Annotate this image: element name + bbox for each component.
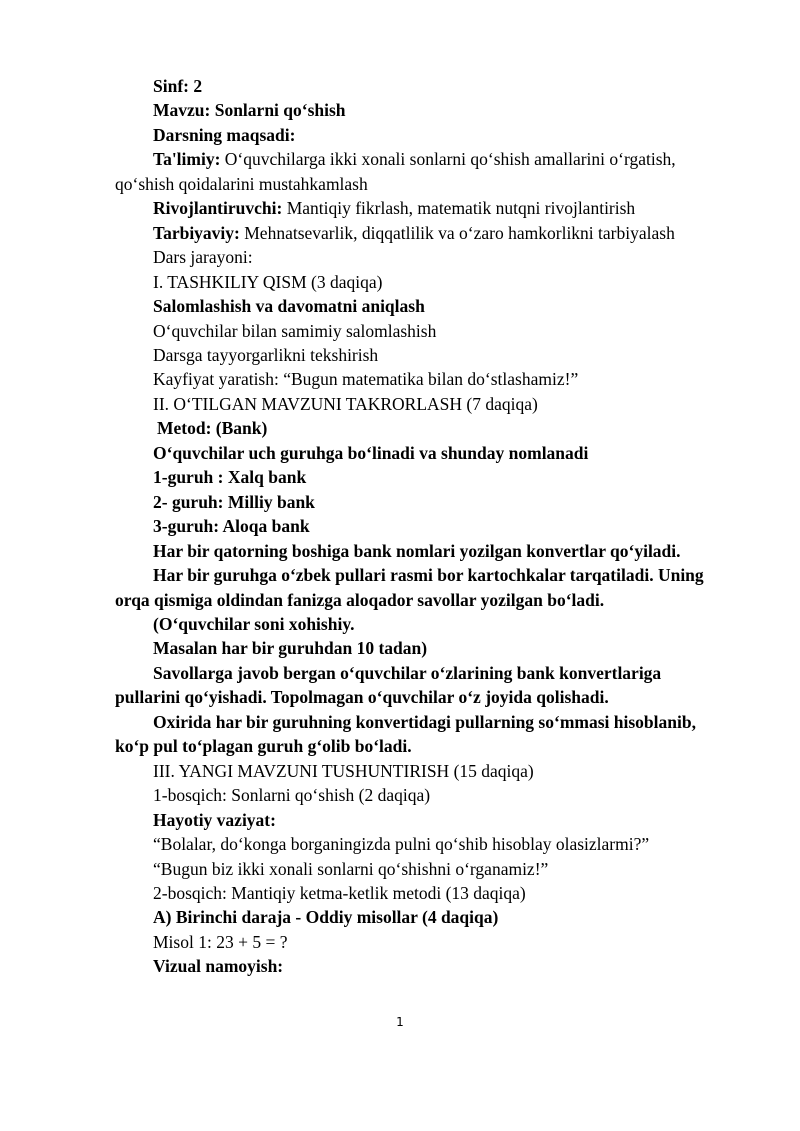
upbringing-objective — [115, 221, 727, 245]
objectives-heading: Darsning maqsadi: — [153, 124, 296, 145]
class-grade: Sinf: 2 — [153, 76, 203, 96]
quote-1: “Bolalar, do‘konga borganingizda pulni qo‘shib hisoblay olasizlarmi?” — [153, 834, 650, 855]
level-a-heading: A) Birinchi daraja - Oddiy misollar (4 daqiqa) — [153, 907, 499, 928]
stage-1: 1-bosqich: Sonlarni qo‘shish (2 daqiqa) — [153, 785, 431, 806]
life-situation-heading: Hayotiy vaziyat: — [153, 809, 276, 830]
visual-demo-heading: Vizual namoyish: — [153, 956, 284, 977]
groups-intro: O‘quvchilar uch guruhga bo‘linadi va shunday nomlanadi — [153, 442, 589, 463]
developmental-objective-text: Mantiqiy fikrlash, matematik nutqni rivojlantirish — [282, 198, 636, 219]
answers-note: Savollarga javob bergan o‘quvchilar o‘zlarining bank konvertlariga pullarini qo‘yishadi. Topolmagan o‘quvchilar o‘z joyida qolishadi. — [115, 662, 662, 708]
stage-2: 2-bosqich: Mantiqiy ketma-ketlik metodi (13 daqiqa) — [153, 882, 526, 903]
envelopes-note: Har bir qatorning boshiga bank nomlari yozilgan konvertlar qo‘yiladi. — [153, 540, 681, 561]
greeting-item-2: Darsga tayyorgarlikni tekshirish — [153, 344, 379, 365]
educational-objective — [115, 147, 727, 196]
section-1-title: I. TASHKILIY QISM (3 daqiqa) — [153, 271, 383, 292]
example-1: Misol 1: 23 + 5 = ? — [153, 931, 288, 952]
group-3: 3-guruh: Aloqa bank — [153, 516, 310, 537]
greeting-item-1: O‘quvchilar bilan samimiy salomlashish — [153, 320, 437, 341]
educational-objective-text: O‘quvchilarga ikki xonali sonlarni qo‘shish amallarini o‘rgatish, qo‘shish qoidalarini mustahkamlash — [115, 149, 676, 194]
lesson-topic: Mavzu: Sonlarni qo‘shish — [153, 100, 346, 121]
winner-note: Oxirida har bir guruhning konvertidagi pullarning so‘mmasi hisoblanib, ko‘p pul to‘plagan guruh g‘olib bo‘ladi. — [115, 711, 696, 757]
educational-objective-label: Ta'limiy: — [153, 149, 221, 170]
developmental-objective-label: Rivojlantiruvchi: — [153, 198, 283, 219]
students-count-note-1: (O‘quvchilar soni xohishiy. — [153, 613, 355, 634]
cards-note: Har bir guruhga o‘zbek pullari rasmi bor kartochkalar tarqatiladi. Uning orqa qismiga oldindan fanizga aloqador savollar yozilgan bo‘ladi. — [115, 565, 704, 610]
document-body — [115, 74, 727, 979]
group-2: 2- guruh: Milliy bank — [153, 491, 315, 512]
group-1: 1-guruh : Xalq bank — [153, 467, 307, 488]
lesson-process-heading: Dars jarayoni: — [153, 247, 253, 268]
page-number: 1 — [396, 1015, 404, 1029]
students-count-note-2: Masalan har bir guruhdan 10 tadan) — [153, 638, 428, 659]
developmental-objective — [115, 196, 727, 220]
section-3-title: III. YANGI MAVZUNI TUSHUNTIRISH (15 daqiqa) — [153, 760, 534, 781]
greeting-heading: Salomlashish va davomatni aniqlash — [153, 296, 425, 317]
section-2-title: II. O‘TILGAN MAVZUNI TAKRORLASH (7 daqiqa) — [153, 393, 538, 414]
upbringing-objective-text: Mehnatsevarlik, diqqatlilik va o‘zaro hamkorlikni tarbiyalash — [239, 222, 675, 243]
upbringing-objective-label: Tarbiyaviy: — [153, 222, 240, 243]
method-label: Metod: (Bank) — [157, 418, 268, 439]
greeting-item-3: Kayfiyat yaratish: “Bugun matematika bilan do‘stlashamiz!” — [153, 369, 579, 390]
quote-2: “Bugun biz ikki xonali sonlarni qo‘shishni o‘rganamiz!” — [153, 858, 549, 879]
